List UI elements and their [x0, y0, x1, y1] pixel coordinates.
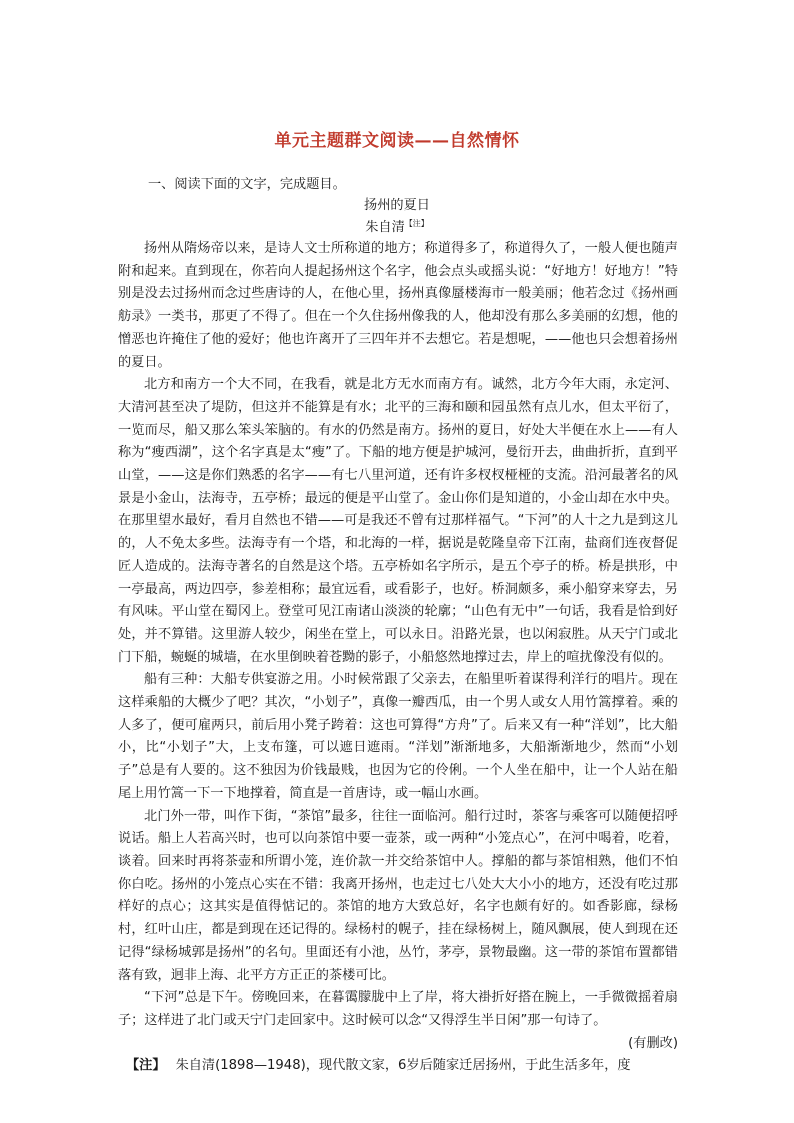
paragraph: 北方和南方一个大不同，在我看，就是北方无水而南方有。诚然，北方今年大雨，永定河、大清河甚至决了堤防，但这并不能算是有水；北平的三海和颐和园虽然有点儿水，但太平衍了，一览而尽，船又那么笨头笨脑的。有水的仍然是南方。扬州的夏日，好处大半便在水上——有人称为“瘦西湖”，这个名字真是太“瘦”了。下船的地方便是护城河，曼衍开去，曲曲折折，直到平山堂，——这是你们熟悉的名字——有七八里河道，还有许多杈杈桠桠的支流。沿河最著名的风景是小金山，法海寺，五亭桥；最远的便是平山堂了。金山你们是知道的，小金山却在水中央。在那里望水最好，看月自然也不错——可是我还不曾有过那样福气。“下河”的人十之九是到这儿的，人不免太多些。法海寺有一个塔，和北海的一样，据说是乾隆皇帝下江南，盐商们连夜督促匠人造成的。法海寺著名的自然是这个塔。五亭桥如名字所示，是五个亭子的桥。桥是拱形，中一亭最高，两边四亭，参差相称；最宜远看，或看影子，也好。桥洞颇多，乘小船穿来穿去，另有风味。平山堂在蜀冈上。登堂可见江南诸山淡淡的轮廓；“山色有无中”一句话，我看是恰到好处，并不算错。这里游人较少，闲坐在堂上，可以永日。沿路光景，也以闲寂胜。从天宁门或北门下船，蜿蜒的城墙，在水里倒映着苍黝的影子，小船悠然地撑过去，岸上的喧扰像没有似的。: [118, 377, 678, 665]
paragraph: 扬州从隋炀帝以来，是诗人文士所称道的地方；称道得多了，称道得久了，一般人便也随声附和起来。直到现在，你若向人提起扬州这个名字，他会点头或摇头说：“好地方！好地方！”特别是没去过扬州而念过些唐诗的人，在他心里，扬州真像蜃楼海市一般美丽；他若念过《扬州画舫录》一类书，那更了不得了。但在一个久住扬州像我的人，他却没有那么多美丽的幻想，他的憎恶也许掩住了他的爱好；他也许离开了三四年并不去想它。若是想呢，——他也只会想着扬州的夏日。: [118, 241, 678, 370]
essay-title: 扬州的夏日: [364, 198, 430, 213]
author-note-mark: 【注】: [404, 219, 429, 228]
footnote-tag: 【注】: [126, 1058, 166, 1074]
essay-author: [0, 216, 794, 235]
footnote-text: 朱自清(1898—1948)，现代散文家，6岁后随家迁居扬州，于此生活多年，度: [175, 1058, 631, 1074]
page-title: 单元主题群文阅读——自然情怀: [274, 131, 520, 151]
author-name: 朱自清: [365, 220, 405, 235]
question-instruction: 一、阅读下面的文字，完成题目。: [148, 177, 346, 192]
essay-body: [118, 238, 678, 1078]
footnote: [118, 1055, 678, 1078]
source-note: (有删改): [628, 1035, 678, 1051]
paragraph: 北门外一带，叫作下街，“茶馆”最多，往往一面临河。船行过时，茶客与乘客可以随便招呼说话。船上人若高兴时，也可以向茶馆中要一壶茶，或一两种“小笼点心”，在河中喝着，吃着，谈着。回来时再将茶壶和所谓小笼，连价款一并交给茶馆中人。撑船的都与茶馆相熟，他们不怕你白吃。扬州的小笼点心实在不错：我离开扬州，也走过七八处大大小小的地方，还没有吃过那样好的点心；这其实是值得惦记的。茶馆的地方大致总好，名字也颇有好的。如香影廊，绿杨村，红叶山庄，都是到现在还记得的。绿杨村的幌子，挂在绿杨树上，随风飘展，使人到现在还记得“绿杨城郭是扬州”的名句。里面还有小池，丛竹，茅亭，景物最幽。这一带的茶馆布置都错落有致，迥非上海、北平方方正正的茶楼可比。: [118, 808, 678, 983]
paragraph: “下河”总是下午。傍晚回来，在暮霭朦胧中上了岸，将大褂折好搭在腕上，一手微微摇着扇子；这样进了北门或天宁门走回家中。这时候可以念“又得浮生半日闲”那一句诗了。: [118, 990, 678, 1028]
paragraph: 船有三种：大船专供宴游之用。小时候常跟了父亲去，在船里听着谋得利洋行的唱片。现在这样乘船的大概少了吧？其次，“小划子”，真像一瓣西瓜，由一个男人或女人用竹篙撑着。乘的人多了，便可雇两只，前后用小凳子跨着：这也可算得“方舟”了。后来又有一种“洋划”，比大船小，比“小划子”大，上支布篷，可以遮日遮雨。“洋划”渐渐地多，大船渐渐地少，然而“小划子”总是有人要的。这不独因为价钱最贱，也因为它的伶俐。一个人坐在船中，让一个人站在船尾上用竹篙一下一下地撑着，简直是一首唐诗，或一幅山水画。: [118, 672, 678, 801]
